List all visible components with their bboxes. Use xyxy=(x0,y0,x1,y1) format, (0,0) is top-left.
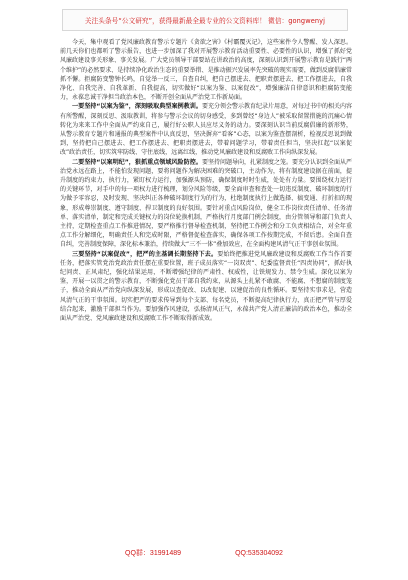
section-1-heading: 一要坚持“以案为鉴”，深刻吸取典型案例教训。 xyxy=(72,103,202,111)
section-3 xyxy=(60,250,352,324)
section-3-heading: 三要坚持“以案促改”，把严的主基调长期坚持下去。 xyxy=(72,250,218,258)
qq-group-text: QQ群：31991489 xyxy=(125,550,182,557)
promo-banner-text: 关注头条号“公文研究”，获得最新最全最专业的公文资料库！ 微信：gongwenyj xyxy=(84,17,326,25)
qq-contact-text: QQ:535304092 xyxy=(235,549,283,557)
section-2-heading: 二要坚持“以案明纪”，狠抓重点领域风险防控。 xyxy=(72,158,202,166)
section-1-body: 要充分领会警示教育纪录片用意，对每过书中的相关内容有所警醒，深刻反思、汲取教训，将参与警示会议的切身感受，多到曾经“身边人”被采取留置措施的沉痛心情转化为来来工作中全面从严约束自己，履行好公职人员应尽义务的动力。要深刻认识当前反腐倡廉的新形势，从警示教育专题片和通报的典型案件中认真反思，坚决摒弃“看客”心态，以案为鉴查摆剖析，检视反思说到做到，坚持把自己摆进去、把工作摆进去、把职责摆进去，带着问题学习，带着责任担当，坚决扛起“以案促改”政治责任，切实筑牢防线、守住底线，远离红线，推动党风廉政建设和反腐败工作向纵深发展。 xyxy=(60,103,352,157)
promo-banner xyxy=(62,9,348,31)
contact-footer xyxy=(0,545,408,561)
section-2-body: 要坚持问题导向，扎紧制度之笼。要充分认识到全面从严治党永远在路上，不能怕发现问题，要将问题作为解决困难的突破口，主动作为，将有制度建设据在前面，提升制度的约束力，执行力，紧盯权力运行，加强源头预防，确保制度时时生威，处处有力量。要围绕权力运行的关键环节，对手中的每一项权力进行梳理，划分风险等级，要全面审查和查处一切违反制度、破坏制度的行为做予零容忍，及时发现、坚决纠正各种破坏制度行为的行为，杜绝制度执行上做选择、搞变通、打折扣的现象，形成尊崇制度、遵守制度、捍卫制度的良好氛围。要针对重点风险岗位，健全工作岗位责任清单、任务清单、落实清单，制定和完成关键权力的岗位轮换机制，严格执行月度部门例会制度，由分管领导和部门负责人主持，定期检查重点工作推进情况，要严格推行督导检查机制，坚持把工作例会和分工负责相结合，对全年重点工作分解细化，明确责任人和完成时限，严格督促检查落实，确保各项工作按期完成，不留后患。全面自查自纠，完善制度保障，深化标本兼治，持续做大“三不一体”叠加效应，在全面构建风清气正干事创业氛围。 xyxy=(60,158,352,249)
intro-paragraph: 今天，集中观看了党风廉政教育警示专题片《贪欲之害》《村霸覆灭记》，这些案件令人警醒、发人深思。前几天你们也都听了警示报告，也进一步加深了我对开展警示教育活动重要性、必要性的认识，增强了抓好党风廉政建设事关形象、事关发展。广大党员领导干部要站在讲政治的高度，深刻认识到开展警示教育是践行“两个维护”的必然要求、是持续净化政治生态的重要举措、是推动振兴发展率先突破的现实需要，做到反腐倡廉常抓不懈。拒腐防变警钟长鸣，自觉举一反三，自查自纠，把自己摆进去、把职责摆进去、把工作摆进去，自我净化、自我完善、自我革新、自我提高，切实做好“以案为鉴、以案促改”，增强廉洁自律意识和拒腐防变能力，永葆忠诚干净担当政治本色，不断开创全面从严治党工作新局面。 xyxy=(60,39,352,102)
section-3-body: 要始终把推进党风廉政建设和反腐败工作当作首要任务，把落实管党治党政治责任摆在重要位置，班子成员落实“一岗双责”、纪委监督责任“四责协同”，抓好执纪问责、正风肃纪，强化结果运用，不断增强纪律的严肃性、权威性，让铁规发力、禁令生威。深化以案为鉴，开展一以贯之的警示教育，不断强化党员干部自我约束，从源头上扎紧不敢腐、不能腐、不想腐的制度笼子，推动全面从严治党向纵深发展，形成以查促改、以改促建、以建促治的良性循环。要坚持实事求是，营造风清气正的干事氛围。切实把严的要求传导到每个支部、每名党员，不断提高纪律执行力，真正把严管与厚爱结合起来，激励干部担当作为。要加强作风建设，弘扬清风正气，永葆共产党人清正廉洁的政治本色，推动全面从严治党、党风廉政建设和反腐败工作不断取得新成效。 xyxy=(60,250,352,323)
document-body xyxy=(60,38,352,323)
section-1 xyxy=(60,102,352,157)
section-2 xyxy=(60,158,352,250)
